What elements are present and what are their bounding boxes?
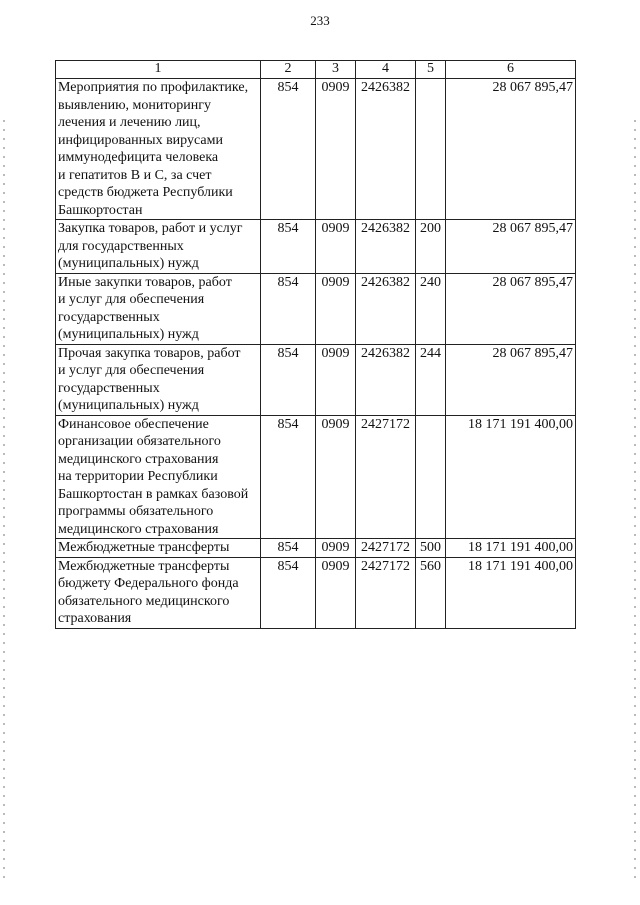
row-name-line: обязательного медицинского [58, 593, 230, 609]
section-cell: 0909 [316, 539, 356, 558]
table-row [56, 415, 576, 539]
expense-type-cell: 200 [416, 220, 446, 274]
expense-type-cell: 244 [416, 344, 446, 415]
row-name-line: средств бюджета Республики [58, 185, 233, 200]
row-name-line: программы обязательного [58, 504, 214, 519]
target-article-cell: 2426382 [356, 220, 416, 274]
table-row [56, 79, 576, 220]
amount-cell: 18 171 191 400,00 [446, 539, 576, 558]
row-name-line: и услуг для обеспечения [58, 363, 205, 378]
scan-edge-left [3, 120, 5, 880]
section-cell: 0909 [316, 79, 356, 220]
row-name-line: (муниципальных) нужд [58, 256, 199, 271]
target-article-cell: 2426382 [356, 79, 416, 220]
header-col-1: 1 [56, 61, 261, 79]
row-name-line: бюджету Федерального фонда [58, 576, 239, 591]
row-name-line: Закупка товаров, работ и услуг [58, 221, 243, 236]
row-name-line: медицинского страхования [58, 521, 219, 537]
row-name-line: Межбюджетные трансферты [58, 558, 230, 574]
row-name-line: Иные закупки товаров, работ [58, 274, 232, 290]
row-name-line: Финансовое обеспечение [58, 416, 209, 432]
row-name-line: Прочая закупка товаров, работ [58, 345, 241, 361]
header-col-5: 5 [416, 61, 446, 79]
row-name-line: для государственных [58, 238, 184, 254]
table-body [56, 79, 576, 629]
amount-cell: 18 171 191 400,00 [446, 415, 576, 539]
expense-type-cell: 240 [416, 273, 446, 344]
row-name-line: Межбюджетные трансферты [58, 540, 230, 555]
row-name-cell [56, 539, 261, 558]
table-row [56, 273, 576, 344]
section-cell: 0909 [316, 344, 356, 415]
table-row [56, 344, 576, 415]
expense-type-cell: 560 [416, 557, 446, 628]
expense-type-cell: 500 [416, 539, 446, 558]
section-cell: 0909 [316, 273, 356, 344]
header-col-4: 4 [356, 61, 416, 79]
section-cell: 0909 [316, 415, 356, 539]
grbs-cell: 854 [261, 415, 316, 539]
amount-cell: 28 067 895,47 [446, 220, 576, 274]
table-row [56, 220, 576, 274]
header-col-2: 2 [261, 61, 316, 79]
header-col-3: 3 [316, 61, 356, 79]
page-number: 233 [310, 13, 330, 28]
table-row [56, 557, 576, 628]
grbs-cell: 854 [261, 273, 316, 344]
row-name-line: государственных [58, 309, 160, 325]
target-article-cell: 2426382 [356, 344, 416, 415]
row-name-line: Мероприятия по профилактике, [58, 80, 249, 95]
grbs-cell: 854 [261, 539, 316, 558]
row-name-line: Башкортостан в рамках базовой [58, 486, 249, 502]
amount-cell: 28 067 895,47 [446, 344, 576, 415]
row-name-line: и услуг для обеспечения [58, 292, 205, 307]
expense-type-cell [416, 415, 446, 539]
table-header [56, 61, 576, 79]
target-article-cell: 2427172 [356, 539, 416, 558]
section-cell: 0909 [316, 557, 356, 628]
row-name-line: выявлению, мониторингу [58, 97, 212, 113]
row-name-line: иммунодефицита человека [58, 150, 219, 165]
grbs-cell: 854 [261, 557, 316, 628]
target-article-cell: 2427172 [356, 415, 416, 539]
grbs-cell: 854 [261, 79, 316, 220]
row-name-cell [56, 79, 261, 220]
row-name-line: инфицированных вирусами [58, 132, 223, 148]
header-col-6: 6 [446, 61, 576, 79]
table-row [56, 539, 576, 558]
row-name-line: медицинского страхования [58, 451, 219, 467]
target-article-cell: 2426382 [356, 273, 416, 344]
row-name-line: страхования [58, 611, 132, 626]
row-name-cell [56, 220, 261, 274]
row-name-line: Башкортостан [58, 202, 143, 218]
row-name-line: на территории Республики [58, 469, 218, 484]
grbs-cell: 854 [261, 344, 316, 415]
scan-edge-right [634, 120, 636, 880]
row-name-cell [56, 273, 261, 344]
row-name-line: (муниципальных) нужд [58, 327, 199, 342]
amount-cell: 28 067 895,47 [446, 79, 576, 220]
row-name-cell [56, 557, 261, 628]
amount-cell: 18 171 191 400,00 [446, 557, 576, 628]
row-name-line: (муниципальных) нужд [58, 398, 199, 413]
budget-table [55, 60, 576, 629]
row-name-line: организации обязательного [58, 434, 221, 449]
section-cell: 0909 [316, 220, 356, 274]
row-name-line: и гепатитов В и С, за счет [58, 167, 212, 183]
row-name-cell [56, 344, 261, 415]
row-name-cell [56, 415, 261, 539]
grbs-cell: 854 [261, 220, 316, 274]
amount-cell: 28 067 895,47 [446, 273, 576, 344]
expense-type-cell [416, 79, 446, 220]
target-article-cell: 2427172 [356, 557, 416, 628]
header-row [56, 61, 576, 79]
row-name-line: лечения и лечению лиц, [58, 115, 201, 130]
row-name-line: государственных [58, 380, 160, 396]
